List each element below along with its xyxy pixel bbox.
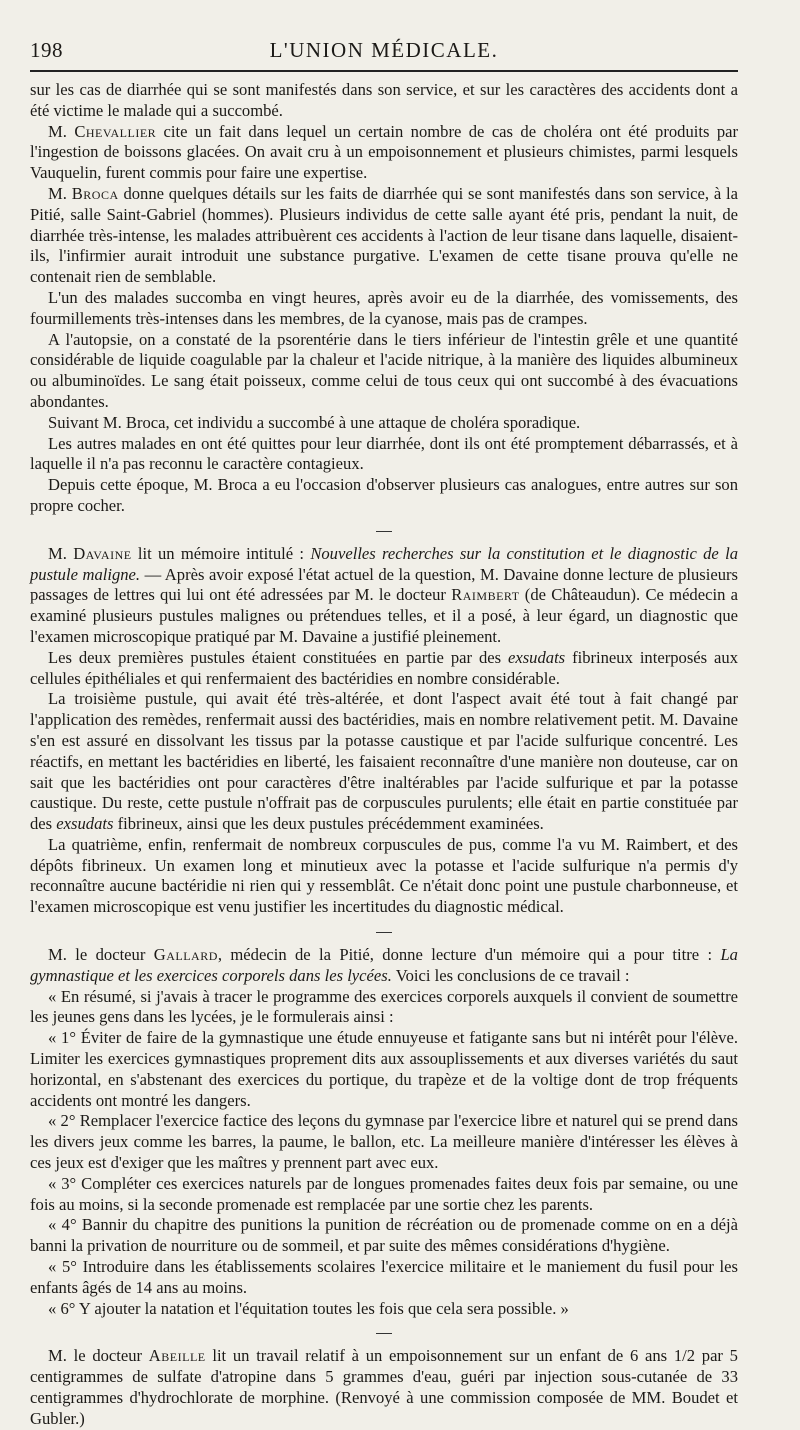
- conclusion-item: « 4° Bannir du chapitre des punitions la punition de récréation ou de promenade comme on en a déjà banni la privation de nourriture ou de sommeil, et par suite des mêmes considérations d'hygiène.: [30, 1215, 738, 1256]
- paragraph: A l'autopsie, on a constaté de la psorentérie dans le tiers inférieur de l'intestin grêle et une quantité considérable de liquide coagulable par la chaleur et l'acide nitrique, à la manière des liquides albumineux ou albuminoïdes. Le sang était poisseux, comme celui de tous ceux qui ont succombé à des évacuations abondantes.: [30, 329, 738, 411]
- memoir-title: Nouvelles recherches sur la constitution et le diagnostic de la pustule maligne.: [30, 543, 738, 584]
- section-separator: [376, 932, 392, 933]
- paragraph: M. le docteur Gallard, médecin de la Pitié, donne lecture d'un mémoire qui a pour titre : La gymnastique et les exercices corporels dans les lycées. Voici les conclusions de ce travail :: [30, 945, 738, 985]
- paragraph: M. Broca donne quelques détails sur les faits de diarrhée qui se sont manifestés dans son service, à la Pitié, salle Saint-Gabriel (hommes). Plusieurs individus de cette salle ayant été pris, pendant la nuit, de diarrhée très-intense, les malades attribuèrent ces accidents à l'action de leur tisane dans laquelle, disaient-ils, l'infirmier aurait introduit une substance purgative. L'examen de cette tisane prouva qu'elle ne contenait rien de semblable.: [30, 183, 739, 287]
- header-rule: [30, 70, 738, 72]
- paragraph: La troisième pustule, qui avait été très-altérée, et dont l'aspect avait été tout à fait changé par l'application des remèdes, renfermait aussi des bactéridies, mais en nombre relativement petit. M. Davaine s'en est assuré en dissolvant les tissus par la potasse caustique et par l'acide sulfurique concentré. Les réactifs, en mettant les bactéridies en liberté, les faisaient reconnaître d'une manière non douteuse, car on sait que les bactéridies ont pour caractères d'être inaltérables par l'acide sulfurique et par la potasse caustique. Du reste, cette pustule n'offrait pas de corpuscules purulents; elle était en partie constituée par des exsudats fibrineux, ainsi que les deux pustules précédemment examinées.: [30, 689, 738, 834]
- page-header: [30, 38, 738, 68]
- paragraph: M. le docteur Abeille lit un travail relatif à un empoisonnement sur un enfant de 6 ans 1/2 par 5 centigrammes de sulfate d'atropine dans 5 grammes d'eau, guéri par injection sous-cutanée de 33 centigrammes d'hydrochlorate de morphine. (Renvoyé à une commission composée de MM. Boudet et Gubler.): [30, 1346, 738, 1428]
- paragraph: M. Davaine lit un mémoire intitulé : Nouvelles recherches sur la constitution et le diagnostic de la pustule maligne. — Après avoir exposé l'état actuel de la question, M. Davaine donne lecture de plusieurs passages de lettres qui lui ont été adressées par M. le docteur Raimbert (de Châteaudun). Ce médecin a examiné plusieurs pustules malignes ou prétendues telles, et il a posé, à leur égard, un diagnostic que l'examen microscopique pratiqué par M. Davaine a justifié pleinement.: [30, 543, 739, 646]
- paragraph: Suivant M. Broca, cet individu a succombé à une attaque de choléra sporadique.: [48, 412, 581, 432]
- running-title: L'UNION MÉDICALE.: [269, 38, 499, 62]
- author-name: Abeille: [148, 1346, 206, 1366]
- memoir-title: La gymnastique et les exercices corporels dans les lycées.: [30, 945, 738, 985]
- section-gymnastique: [30, 945, 738, 1319]
- conclusion-item: « 6° Y ajouter la natation et l'équitation toutes les fois que cela sera possible. »: [48, 1298, 569, 1318]
- paragraph: sur les cas de diarrhée qui se sont manifestés dans son service, et sur les caractères des accidents dont a été victime le malade qui a succombé.: [30, 80, 738, 120]
- conclusion-item: « 1° Éviter de faire de la gymnastique une étude ennuyeuse et fatigante sans but ni intérêt pour l'élève. Limiter les exercices gymnastiques proprement dits aux assouplissements et aux diverses variétés du saut horizontal, en s'abstenant des exercices du portique, du trapèze et de la voltige dont de trop fréquents accidents ont montré les dangers.: [30, 1028, 738, 1110]
- conclusion-item: « 3° Compléter ces exercices naturels par de longues promenades faites deux fois par semaine, ou une fois au moins, si la seconde promenade est remplacée par une sortie chez les parents.: [30, 1173, 738, 1214]
- author-name: Davaine: [73, 543, 132, 563]
- paragraph: Les deux premières pustules étaient constituées en partie par des exsudats fibrineux interposés aux cellules épithéliales et qui renfermaient des bactéridies en nombre considérable.: [30, 647, 738, 688]
- paragraph: « En résumé, si j'avais à tracer le programme des exercices corporels auxquels il convient de soumettre les jeunes gens dans les lycées, je le formulerais ainsi :: [30, 986, 738, 1027]
- article-body: [30, 80, 738, 1430]
- author-name: Gallard: [153, 945, 218, 965]
- section-pustule-maligne: [30, 544, 738, 918]
- author-name: Chevallier: [74, 121, 157, 141]
- author-name: Raimbert: [451, 585, 520, 605]
- paragraph: M. Chevallier cite un fait dans lequel un certain nombre de cas de choléra ont été produits par l'ingestion de boissons glacées. On avait cru à un empoisonnement et plusieurs chimistes, parmi lesquels Vauquelin, furent commis pour faire une expertise.: [30, 121, 739, 183]
- paragraph: Depuis cette époque, M. Broca a eu l'occasion d'observer plusieurs cas analogues, entre autres sur son propre cocher.: [30, 475, 738, 515]
- paragraph: La quatrième, enfin, renfermait de nombreux corpuscules de pus, comme l'a vu M. Raimbert, et des dépôts fibrineux. Un examen long et minutieux avec la potasse et l'acide sulfurique n'a permis d'y reconnaître aucune bactéridie ni rien qui y ressemblât. Ce n'était donc point une pustule charbonneuse, et l'examen microscopique est venu justifier les incertitudes du diagnostic médical.: [30, 834, 738, 917]
- conclusion-item: « 5° Introduire dans les établissements scolaires l'exercice militaire et le maniement du fusil pour les enfants âgés de 14 ans au moins.: [30, 1257, 738, 1297]
- conclusion-item: « 2° Remplacer l'exercice factice des leçons du gymnase par l'exercice libre et naturel qui se prend dans les divers jeux comme les barres, la paume, le ballon, etc. La meilleure manière d'intéresser les élèves à ces jeux est d'exiger que les maîtres y prennent part avec eux.: [30, 1111, 738, 1173]
- page-number: 198: [30, 38, 63, 62]
- section-separator: [376, 531, 392, 532]
- section-empoisonnement: [30, 1346, 738, 1429]
- author-name: Broca: [71, 183, 119, 203]
- paragraph: L'un des malades succomba en vingt heures, après avoir eu de la diarrhée, des vomissements, des fourmillements très-intenses dans les membres, de la cyanose, mais pas de crampes.: [30, 287, 738, 328]
- paragraph: Les autres malades en ont été quittes pour leur diarrhée, dont ils ont été promptement débarrassés, et à laquelle il n'a pas reconnu le caractère contagieux.: [30, 433, 738, 474]
- section-cholera-discussion: [30, 80, 738, 517]
- section-separator: [376, 1333, 392, 1334]
